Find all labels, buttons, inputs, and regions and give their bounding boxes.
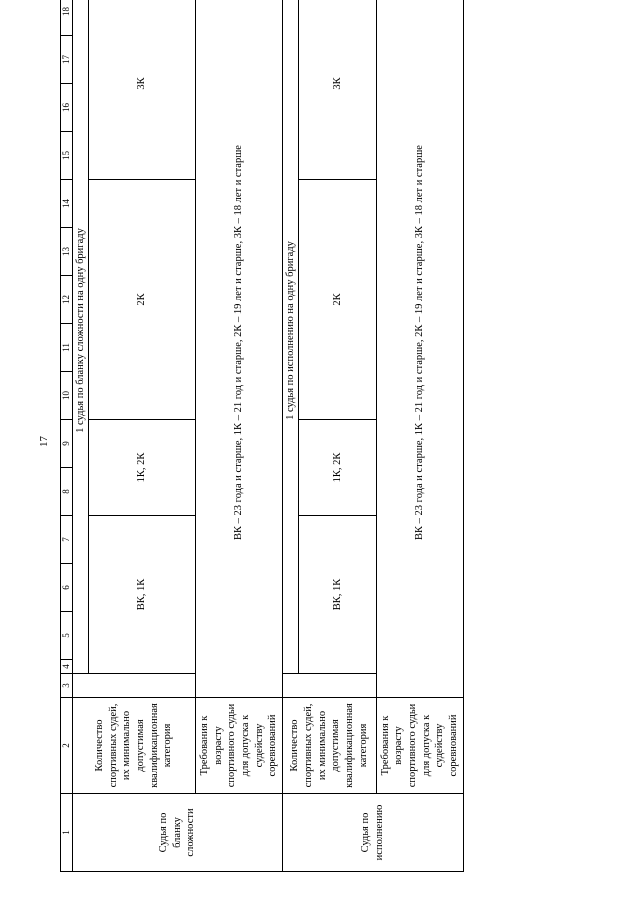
column-number: 11 [61,324,73,372]
column-number: 3 [61,674,73,698]
difficulty-banner-row [73,0,89,872]
column-number: 4 [61,660,73,674]
category-cell: 2К [89,180,196,420]
column-number: 16 [61,84,73,132]
count-label: Количество спортивных судей, их минимально допустимая квалификационная категория [73,698,196,794]
category-cell: 2К [298,180,376,420]
judges-requirements-table [60,0,464,872]
column-number: 6 [61,564,73,612]
section-title-difficulty: Судья по бланку сложности [73,794,283,872]
column-number: 7 [61,516,73,564]
spacer-cell [298,674,376,698]
column-number: 17 [61,36,73,84]
column-number: 13 [61,228,73,276]
category-cell: 3К [298,0,376,180]
category-cell: 3К [89,0,196,180]
age-label: Требования к возрасту спортивного судьи для допуска к судейству соревнований [196,698,283,794]
spacer-cell [282,674,298,698]
column-number: 8 [61,468,73,516]
category-cell: 1К, 2К [89,420,196,516]
execution-banner-row [282,0,298,872]
rotated-table-wrapper [60,7,460,872]
column-number-row [61,0,73,872]
spacer-cell [89,674,196,698]
column-number: 12 [61,276,73,324]
column-number: 9 [61,420,73,468]
category-cell: ВК, 1К [298,516,376,674]
category-cell: 1К, 2К [298,420,376,516]
spacer-cell [73,674,89,698]
age-requirements: ВК – 23 года и старше, 1К – 21 год и старше, 2К – 19 лет и старше, 3К – 18 лет и старше [196,0,283,698]
age-label: Требования к возрасту спортивного судьи для допуска к судейству соревнований [376,698,463,794]
difficulty-banner: 1 судья по бланку сложности на одну бригаду [73,0,89,674]
difficulty-age-row [196,0,283,872]
section-title-execution: Судья по исполнению [282,794,463,872]
page-number: 17 [38,436,50,447]
column-number: 10 [61,372,73,420]
column-number: 14 [61,180,73,228]
execution-banner: 1 судья по исполнению на одну бригаду [282,0,298,674]
column-number: 18 [61,0,73,36]
execution-age-row [376,0,463,872]
category-cell: ВК, 1К [89,516,196,674]
column-number: 1 [61,794,73,872]
column-number: 5 [61,612,73,660]
column-number: 15 [61,132,73,180]
count-label: Количество спортивных судей, их минимально допустимая квалификационная категория [282,698,376,794]
age-requirements: ВК – 23 года и старше, 1К – 21 год и старше, 2К – 19 лет и старше, 3К – 18 лет и старше [376,0,463,698]
column-number: 2 [61,698,73,794]
